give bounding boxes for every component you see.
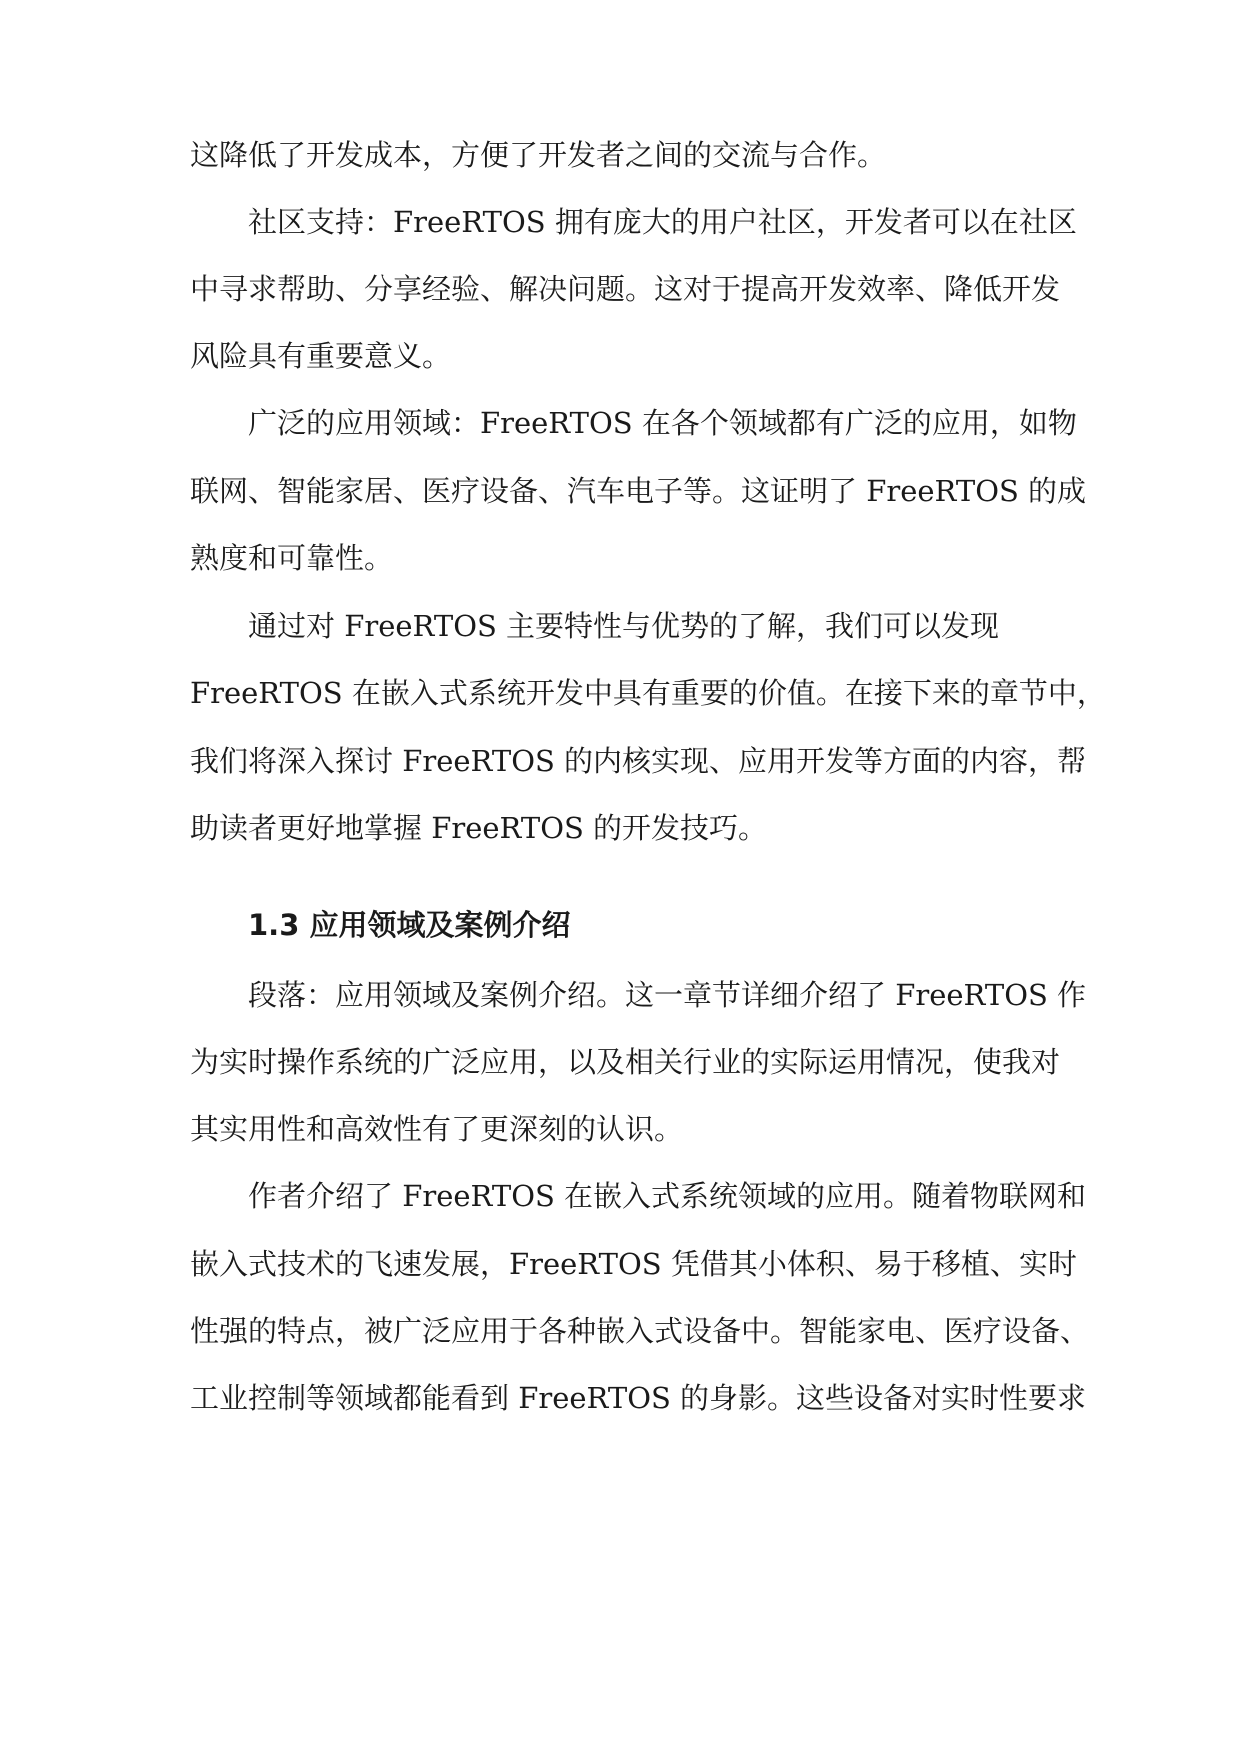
paragraph-line: 助读者更好地掌握 FreeRTOS 的开发技巧。 (190, 811, 768, 845)
paragraph-line: 中寻求帮助、分享经验、解决问题。这对于提高开发效率、降低开发 (190, 272, 1061, 306)
paragraph-line: 作者介绍了 FreeRTOS 在嵌入式系统领域的应用。随着物联网和 (248, 1179, 1087, 1213)
paragraph-line: 熟度和可靠性。 (190, 541, 394, 575)
paragraph-line: 通过对 FreeRTOS 主要特性与优势的了解，我们可以发现 (248, 609, 1000, 643)
paragraph-line: 其实用性和高效性有了更深刻的认识。 (190, 1112, 684, 1146)
paragraph-line: 联网、智能家居、医疗设备、汽车电子等。这证明了 FreeRTOS 的成 (190, 474, 1087, 508)
paragraph-line: 我们将深入探讨 FreeRTOS 的内核实现、应用开发等方面的内容，帮 (190, 744, 1087, 778)
paragraph-line: 为实时操作系统的广泛应用，以及相关行业的实际运用情况，使我对 (190, 1045, 1061, 1079)
paragraph-line: 广泛的应用领域：FreeRTOS 在各个领域都有广泛的应用，如物 (248, 406, 1077, 440)
paragraph-line: 段落：应用领域及案例介绍。这一章节详细介绍了 FreeRTOS 作 (248, 978, 1087, 1012)
paragraph-line: 社区支持：FreeRTOS 拥有庞大的用户社区，开发者可以在社区 (248, 205, 1077, 239)
paragraph-line: 工业控制等领域都能看到 FreeRTOS 的身影。这些设备对实时性要求 (190, 1381, 1087, 1415)
paragraph-line: 这降低了开发成本，方便了开发者之间的交流与合作。 (190, 138, 887, 172)
section-heading: 1.3 应用领域及案例介绍 (248, 908, 571, 942)
paragraph-line: 风险具有重要意义。 (190, 339, 452, 373)
paragraph-line: 嵌入式技术的飞速发展，FreeRTOS 凭借其小体积、易于移植、实时 (190, 1247, 1077, 1281)
paragraph-line: FreeRTOS 在嵌入式系统开发中具有重要的价值。在接下来的章节中， (190, 676, 1106, 710)
paragraph-line: 性强的特点，被广泛应用于各种嵌入式设备中。智能家电、医疗设备、 (190, 1314, 1090, 1348)
